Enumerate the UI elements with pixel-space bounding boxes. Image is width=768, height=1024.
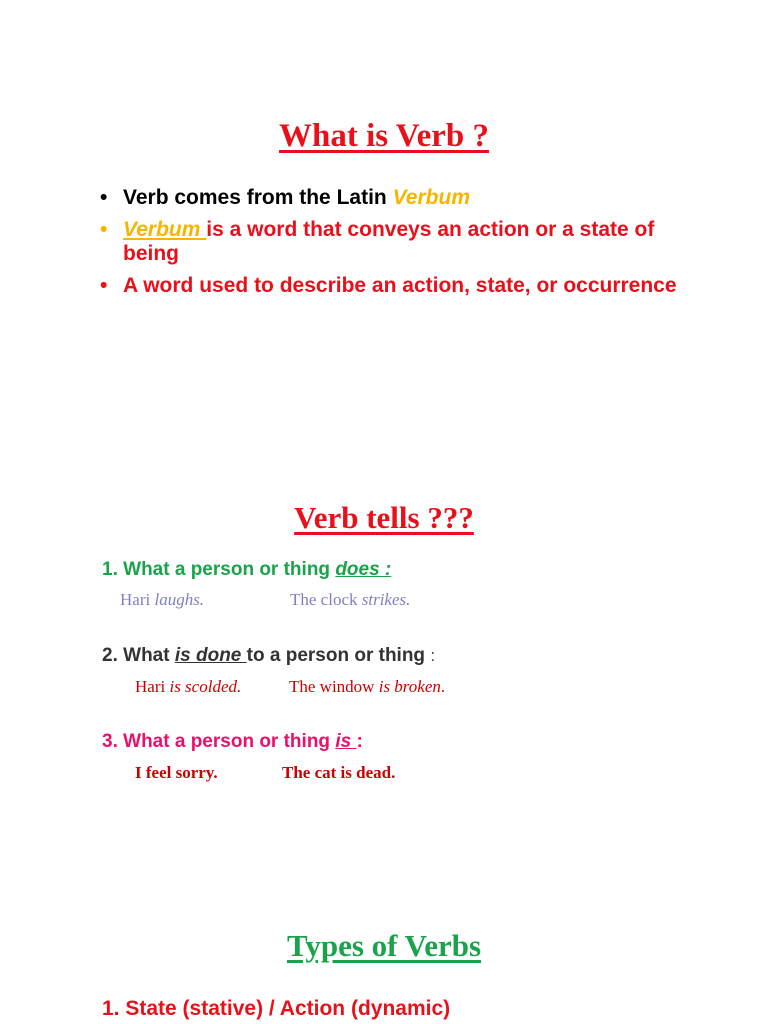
types-item-1: 1. State (stative) / Action (dynamic) <box>102 997 451 1020</box>
section-title-verb-tells: Verb tells ??? <box>294 500 474 535</box>
verb-tells-item-3 <box>102 731 363 753</box>
item-text: What <box>123 645 175 666</box>
bullet-emphasis: Verbum <box>392 186 470 209</box>
bullet-marker: • <box>100 274 108 297</box>
bullet-marker: • <box>100 218 108 241</box>
example-1b <box>290 590 410 610</box>
bullet-marker: • <box>100 186 108 209</box>
item-colon: : <box>356 731 363 752</box>
example-verb: strikes. <box>361 590 411 609</box>
bullet-latin-origin <box>100 186 700 210</box>
item-number: 3. <box>102 731 118 752</box>
example-text: . <box>440 677 446 696</box>
example-2a <box>135 677 241 697</box>
verb-tells-item-1 <box>102 559 391 581</box>
item-text: to a person or thing <box>246 645 426 666</box>
example-text: Hari <box>120 590 155 609</box>
bullet-emphasis: Verbum <box>123 218 207 241</box>
example-verb: is scolded. <box>169 677 242 696</box>
example-text: Hari <box>135 677 170 696</box>
definition-list <box>100 186 700 306</box>
item-emphasis: is done <box>174 645 247 666</box>
bullet-description <box>100 274 700 298</box>
bullet-text: is a word that conveys an action or a state of being <box>123 218 655 265</box>
example-3a: I feel sorry. <box>135 763 218 782</box>
item-text: What a person or thing <box>123 559 336 580</box>
bullet-definition <box>100 218 700 266</box>
section-title-types: Types of Verbs <box>286 928 482 963</box>
example-text: The clock <box>290 590 362 609</box>
example-text: The window <box>289 677 379 696</box>
item-emphasis: does : <box>335 559 392 580</box>
example-1a <box>120 590 204 610</box>
item-text: What a person or thing <box>123 731 336 752</box>
item-number: 1. <box>102 559 118 580</box>
verb-tells-item-2 <box>102 645 435 667</box>
example-verb: is broken <box>378 677 441 696</box>
example-2b <box>289 677 445 697</box>
example-3b: The cat is dead. <box>282 763 396 782</box>
item-number: 2. <box>102 645 118 666</box>
example-verb: laughs. <box>154 590 205 609</box>
item-colon: : <box>430 646 436 665</box>
item-emphasis: is <box>335 731 357 752</box>
bullet-text: Verb comes from the Latin <box>123 186 393 209</box>
page-title: What is Verb ? <box>279 118 489 154</box>
bullet-text: A word used to describe an action, state, or occurrence <box>123 274 677 297</box>
